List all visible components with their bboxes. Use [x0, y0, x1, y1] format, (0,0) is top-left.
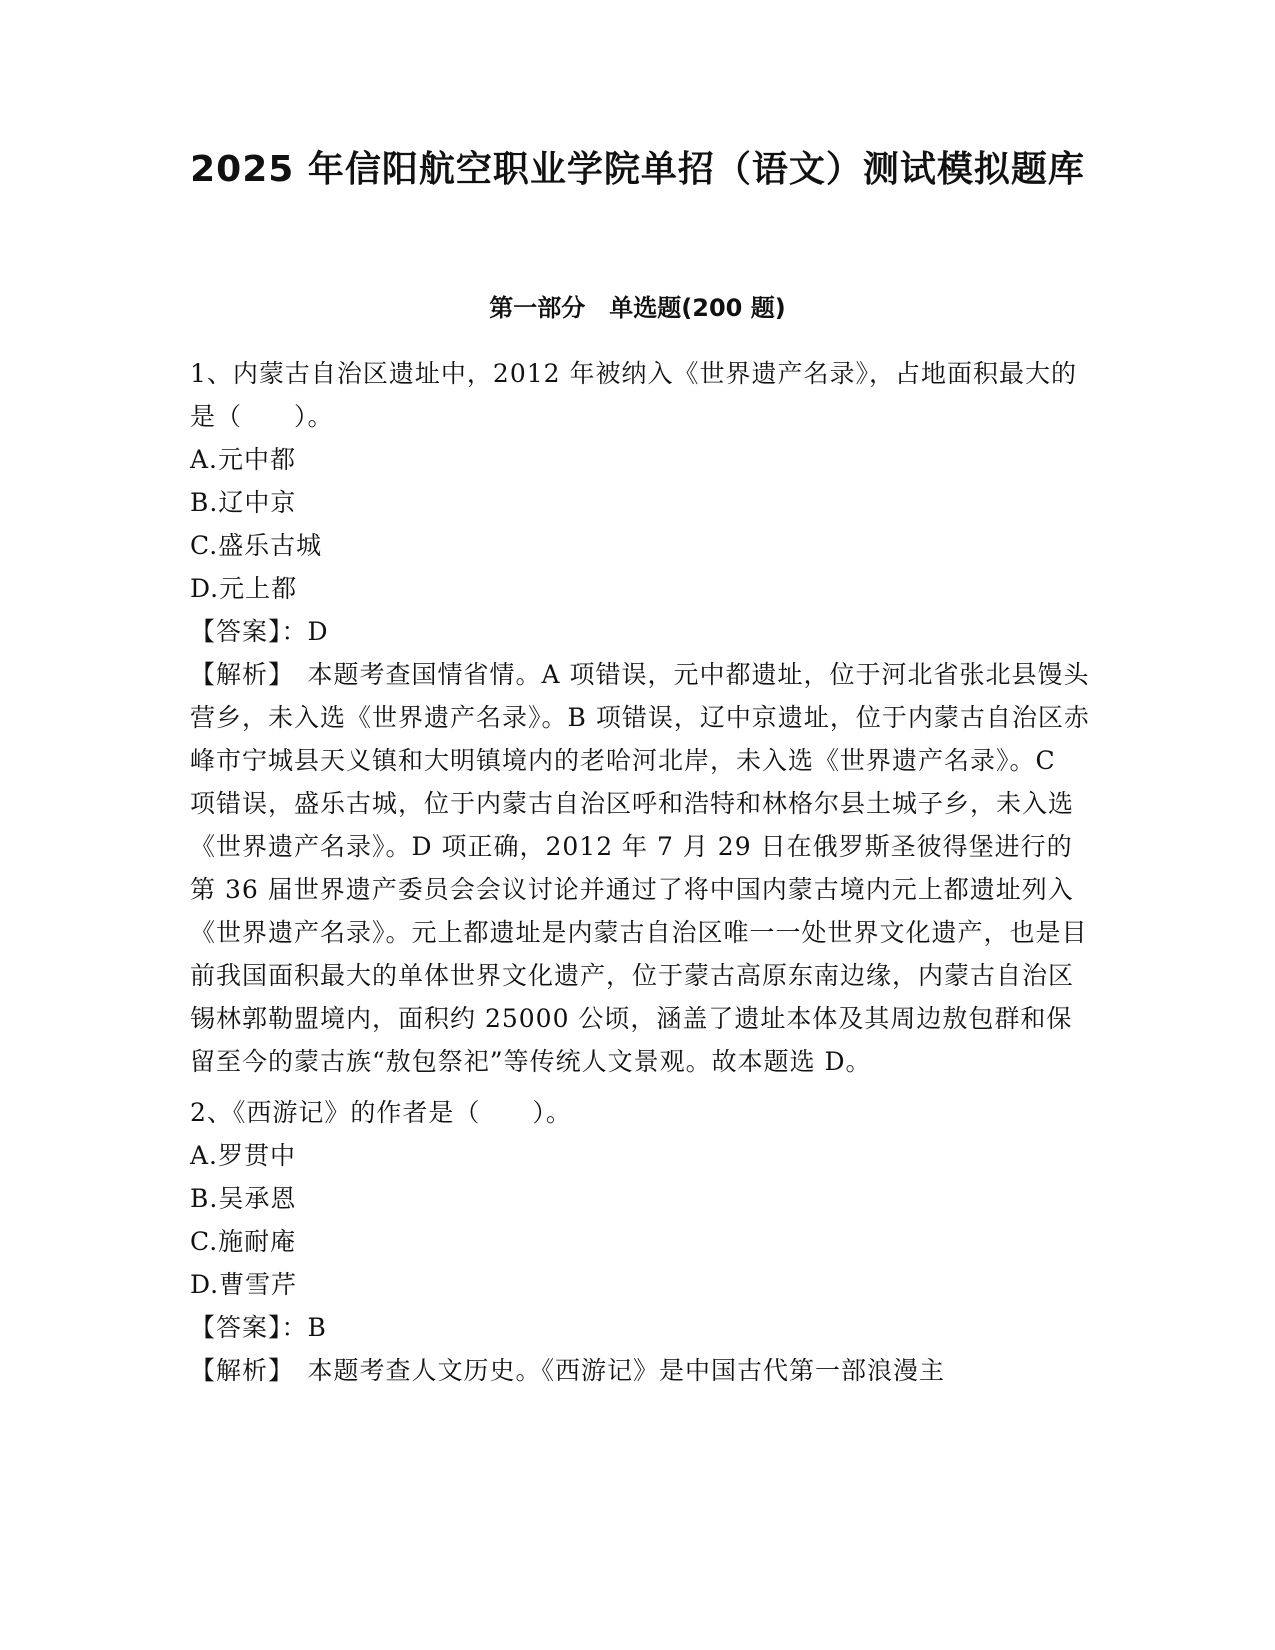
option-b: B.吴承恩 [190, 1184, 297, 1213]
question-list [190, 352, 1090, 1392]
option-c: C.盛乐古城 [190, 531, 323, 560]
answer-line: 【答案】：D [190, 617, 329, 646]
answer-line: 【答案】：B [190, 1313, 327, 1342]
analysis-paragraph: 【解析】 本题考查人文历史。《西游记》是中国古代第一部浪漫主 [190, 1356, 946, 1385]
option-d: D.元上都 [190, 574, 298, 603]
question-stem: 2、《西游记》的作者是（ ）。 [190, 1098, 572, 1127]
option-a: A.元中都 [190, 445, 297, 474]
question-item [190, 1091, 1090, 1392]
option-d: D.曹雪芹 [190, 1270, 298, 1299]
section-heading: 第一部分 单选题(200 题) [489, 294, 786, 322]
question-item [190, 352, 1090, 1083]
option-a: A.罗贯中 [190, 1141, 297, 1170]
analysis-paragraph: 【解析】 本题考查国情省情。A 项错误，元中都遗址，位于河北省张北县馒头营乡，未入选《世界遗产名录》。B 项错误，辽中京遗址，位于内蒙古自治区赤峰市宁城县天义镇和大明镇境内的老哈河北岸，未入选《世界遗产名录》。C 项错误，盛乐古城，位于内蒙古自治区呼和浩特和林格尔县土城子乡，未入选《世界遗产名录》。D 项正确，2012 年 7 月 29 日在俄罗斯圣彼得堡进行的第 36 届世界遗产委员会会议讨论并通过了将中国内蒙古境内元上都遗址列入《世界遗产名录》。元上都遗址是内蒙古自治区唯一一处世界文化遗产，也是目前我国面积最大的单体世界文化遗产，位于蒙古高原东南边缘，内蒙古自治区锡林郭勒盟境内，面积约 25000 公顷，涵盖了遗址本体及其周边敖包群和保留至今的蒙古族“敖包祭祀”等传统人文景观。故本题选 D。 [190, 660, 1090, 1076]
option-c: C.施耐庵 [190, 1227, 297, 1256]
question-stem: 1、内蒙古自治区遗址中，2012 年被纳入《世界遗产名录》，占地面积最大的是（ ）。 [190, 359, 1077, 431]
document-title: 2025 年信阳航空职业学院单招（语文）测试模拟题库 [190, 149, 1085, 190]
option-b: B.辽中京 [190, 488, 297, 517]
